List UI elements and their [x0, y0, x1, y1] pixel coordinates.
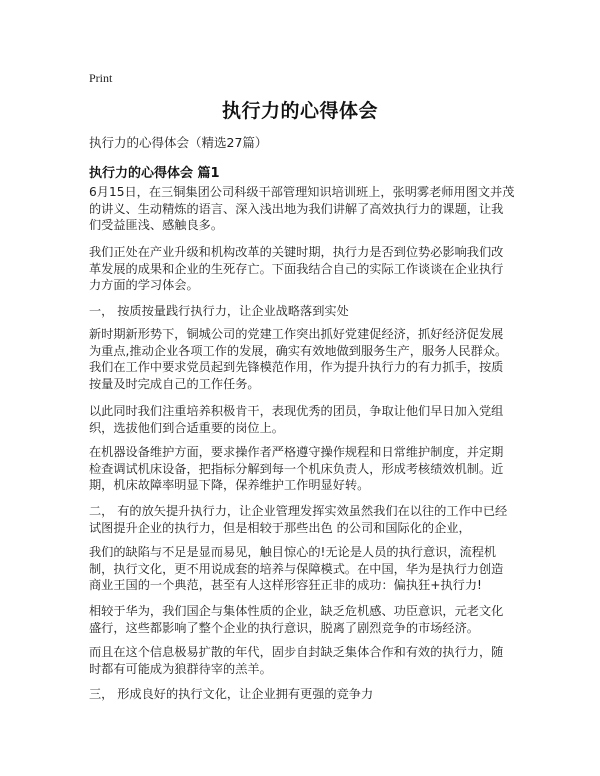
paragraph-heading-3: 三， 形成良好的执行文化，让企业拥有更强的竞争力: [89, 687, 374, 701]
section-heading: 执行力的心得体会 篇1: [89, 166, 220, 181]
paragraph-2: 我们正处在产业升级和机构改革的关键时期，执行力是否到位势必影响我们改革发展的成果和企业的生死存亡。下面我结合自己的实际工作谈谈在企业执行力方面的学习体会。: [89, 245, 504, 292]
document-subtitle: 执行力的心得体会（精选27篇）: [89, 135, 268, 150]
paragraph-6: 二， 有的放矢提升执行力，让企业管理发挥实效虽然我们在以往的工作中已经试图提升企业的执行力，但是相较于那些出色 的公司和国际化的企业，: [89, 504, 508, 535]
paragraph-8: 相较于华为，我们国企与集体性质的企业，缺乏危机感、功臣意识，元老文化盛行，这些都影响了整个企业的执行意识，脱离了剧烈竞争的市场经济。: [89, 604, 504, 635]
paragraph-heading-1: 一， 按质按量践行执行力，让企业战略落到实处: [89, 304, 349, 318]
paragraph-1: 6月15日，在三铜集团公司科级干部管理知识培训班上，张明雾老师用图文并茂的讲义、生动精炼的语言、深入浅出地为我们讲解了高效执行力的课题，让我们受益匪浅、感触良多。: [89, 185, 515, 232]
print-label: Print: [89, 71, 113, 85]
paragraph-3: 新时期新形势下，铜城公司的党建工作突出抓好党建促经济，抓好经济促发展为重点,推动企业各项工作的发展，确实有效地做到服务生产，服务人民群众。我们在工作中要求党员起到先锋模范作用，作为提升执行力的有力抓手，按质按量及时完成自己的工作任务。: [89, 327, 508, 391]
paragraph-7: 我们的缺陷与不足是显而易见，触目惊心的!无论是人员的执行意识，流程机制，执行文化，更不用说成套的培养与保障模式。在中国，华为是执行力创造商业王国的一个典范，甚至有人这样形容狂正非的成功：偏执狂+执行力!: [89, 545, 504, 592]
paragraph-9: 而且在这个信息极易扩散的年代，固步自封缺乏集体合作和有效的执行力，随时都有可能成为狼群待宰的羔羊。: [89, 645, 504, 676]
paragraph-4: 以此同时我们注重培养积极肯干，表现优秀的团员，争取让他们早日加入党组织，选拔他们到合适重要的岗位上。: [89, 404, 504, 435]
document-title: 执行力的心得体会: [221, 100, 378, 122]
paragraph-5: 在机器设备维护方面，要求操作者严格遵守操作规程和日常维护制度，并定期检查调试机床设备，把指标分解到每一个机床负责人，形成考核绩效机制。近期，机床故障率明显下降，保养维护工作明显好转。: [89, 445, 504, 492]
